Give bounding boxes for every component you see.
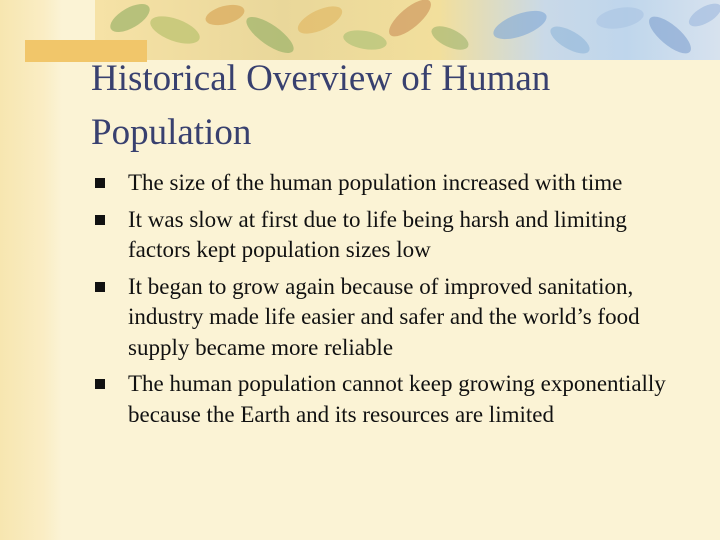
- square-bullet-icon: [95, 379, 105, 389]
- bullet-text: It was slow at first due to life being harsh and limiting factors kept population sizes low: [128, 206, 627, 262]
- bullet-text: The human population cannot keep growing exponentially because the Earth and its resources are limited: [128, 371, 666, 427]
- square-bullet-icon: [95, 282, 105, 292]
- bullet-list: [91, 168, 691, 436]
- slide-title: Historical Overview of Human Population: [91, 58, 551, 153]
- bullet-item: [91, 369, 691, 430]
- bullet-item: [91, 205, 691, 266]
- bullet-item: [91, 168, 691, 199]
- bullet-text: The size of the human population increased with time: [128, 170, 623, 195]
- bullet-item: [91, 272, 691, 364]
- bullet-text: It began to grow again because of improved sanitation, industry made life easier and safer and the world’s food supply became more reliable: [128, 273, 640, 360]
- left-decorative-stripe: [0, 0, 62, 540]
- square-bullet-icon: [95, 178, 105, 188]
- square-bullet-icon: [95, 215, 105, 225]
